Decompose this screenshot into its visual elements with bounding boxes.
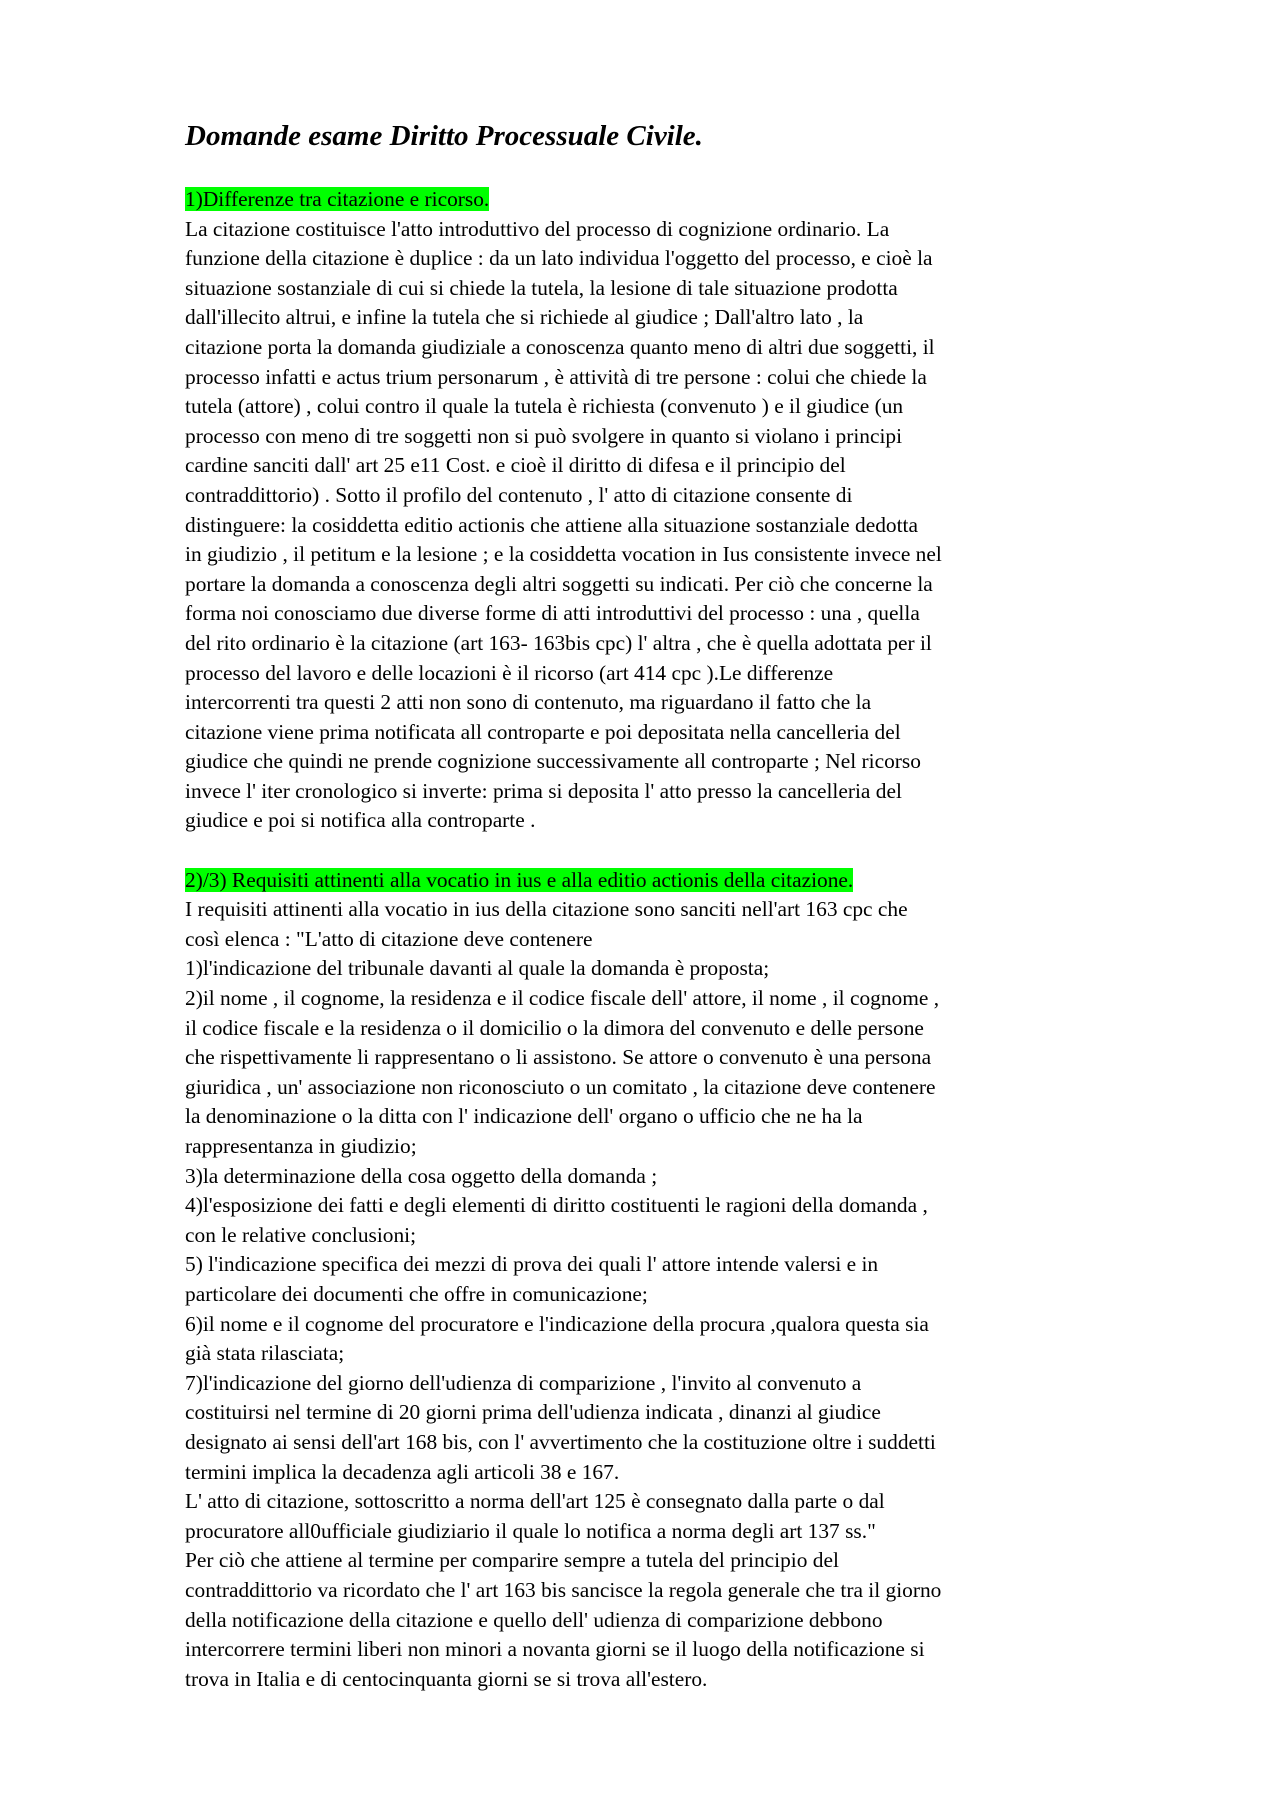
- body-line: L' atto di citazione, sottoscritto a norma dell'art 125 è consegnato dalla parte o dal: [185, 1489, 885, 1514]
- body-line: I requisiti attinenti alla vocatio in ius della citazione sono sanciti nell'art 163 cpc che: [185, 897, 908, 922]
- body-line: 3)la determinazione della cosa oggetto della domanda ;: [185, 1163, 658, 1188]
- body-line: intercorrere termini liberi non minori a novanta giorni se il luogo della notificazione si: [185, 1637, 925, 1662]
- section-2: [185, 866, 1115, 1695]
- body-line: 6)il nome e il cognome del procuratore e l'indicazione della procura ,qualora questa sia: [185, 1311, 929, 1336]
- body-line: cardine sanciti dall' art 25 e11 Cost. e cioè il diritto di difesa e il principio del: [185, 453, 846, 478]
- document-page: [185, 118, 1115, 1694]
- body-line: 2)il nome , il cognome, la residenza e il codice fiscale dell' attore, il nome , il cognome ,: [185, 986, 940, 1011]
- section-1: [185, 185, 1115, 836]
- body-line: invece l' iter cronologico si inverte: prima si deposita l' atto presso la cancelleria del: [185, 778, 902, 803]
- body-line: con le relative conclusioni;: [185, 1222, 417, 1247]
- section-1-heading: 1)Differenze tra citazione e ricorso.: [185, 187, 490, 211]
- body-line: contraddittorio va ricordato che l' art 163 bis sancisce la regola generale che tra il giorno: [185, 1577, 942, 1602]
- body-line: situazione sostanziale di cui si chiede la tutela, la lesione di tale situazione prodotta: [185, 275, 898, 300]
- document-title: Domande esame Diritto Processuale Civile.: [185, 120, 703, 152]
- body-line: termini implica la decadenza agli articoli 38 e 167.: [185, 1459, 620, 1484]
- body-line: portare la domanda a conoscenza degli altri soggetti su indicati. Per ciò che concerne la: [185, 571, 933, 596]
- body-line: dall'illecito altrui, e infine la tutela che si richiede al giudice ; Dall'altro lato , la: [185, 305, 864, 330]
- body-line: forma noi conosciamo due diverse forme di atti introduttivi del processo : una , quella: [185, 601, 920, 626]
- body-line: 7)l'indicazione del giorno dell'udienza di comparizione , l'invito al convenuto a: [185, 1370, 862, 1395]
- body-line: il codice fiscale e la residenza o il domicilio o la dimora del convenuto e delle persone: [185, 1015, 924, 1040]
- body-line: così elenca : "L'atto di citazione deve contenere: [185, 926, 593, 951]
- body-line: La citazione costituisce l'atto introduttivo del processo di cognizione ordinario. La: [185, 216, 890, 241]
- body-line: rappresentanza in giudizio;: [185, 1134, 417, 1158]
- body-line: Per ciò che attiene al termine per comparire sempre a tutela del principio del: [185, 1548, 839, 1573]
- body-line: funzione della citazione è duplice : da un lato individua l'oggetto del processo, e cioè la: [185, 246, 933, 271]
- body-line: citazione porta la domanda giudiziale a conoscenza quanto meno di altri due soggetti, il: [185, 334, 935, 359]
- body-line: già stata rilasciata;: [185, 1341, 345, 1366]
- body-line: designato ai sensi dell'art 168 bis, con l' avvertimento che la costituzione oltre i suddetti: [185, 1429, 936, 1454]
- body-line: 4)l'esposizione dei fatti e degli elementi di diritto costituenti le ragioni della domanda ,: [185, 1193, 928, 1218]
- body-line: processo infatti e actus trium personarum , è attività di tre persone : colui che chiede la: [185, 364, 927, 389]
- body-line: giudice che quindi ne prende cognizione successivamente all controparte ; Nel ricorso: [185, 749, 921, 774]
- body-line: processo del lavoro e delle locazioni è il ricorso (art 414 cpc ).Le differenze: [185, 660, 834, 685]
- section-spacer: [185, 836, 1115, 866]
- body-line: citazione viene prima notificata all controparte e poi depositata nella cancelleria del: [185, 719, 901, 744]
- body-line: giudice e poi si notifica alla controparte .: [185, 808, 536, 833]
- body-line: del rito ordinario è la citazione (art 163- 163bis cpc) l' altra , che è quella adottata per il: [185, 630, 932, 655]
- section-2-heading: 2)/3) Requisiti attinenti alla vocatio in ius e alla editio actionis della citazione.: [185, 867, 854, 892]
- body-line: procuratore all0ufficiale giudiziario il quale lo notifica a norma degli art 137 ss.": [185, 1518, 876, 1543]
- body-line: che rispettivamente li rappresentano o li assistono. Se attore o convenuto è una persona: [185, 1045, 932, 1070]
- body-line: particolare dei documenti che offre in comunicazione;: [185, 1281, 648, 1306]
- body-line: in giudizio , il petitum e la lesione ; e la cosiddetta vocation in Ius consistente invece nel: [185, 542, 942, 567]
- body-line: costituirsi nel termine di 20 giorni prima dell'udienza indicata , dinanzi al giudice: [185, 1400, 881, 1425]
- body-line: intercorrenti tra questi 2 atti non sono di contenuto, ma riguardano il fatto che la: [185, 690, 872, 715]
- body-line: distinguere: la cosiddetta editio actionis che attiene alla situazione sostanziale dedotta: [185, 512, 918, 537]
- body-line: la denominazione o la ditta con l' indicazione dell' organo o ufficio che ne ha la: [185, 1104, 863, 1129]
- body-line: trova in Italia e di centocinquanta giorni se si trova all'estero.: [185, 1666, 708, 1691]
- body-line: 5) l'indicazione specifica dei mezzi di prova dei quali l' attore intende valersi e in: [185, 1252, 879, 1277]
- body-line: giuridica , un' associazione non riconosciuto o un comitato , la citazione deve contenere: [185, 1074, 936, 1099]
- body-line: contraddittorio) . Sotto il profilo del contenuto , l' atto di citazione consente di: [185, 482, 853, 507]
- body-line: 1)l'indicazione del tribunale davanti al quale la domanda è proposta;: [185, 956, 770, 981]
- body-line: processo con meno di tre soggetti non si può svolgere in quanto si violano i principi: [185, 423, 903, 448]
- body-line: tutela (attore) , colui contro il quale la tutela è richiesta (convenuto ) e il giudice (un: [185, 394, 904, 419]
- body-line: della notificazione della citazione e quello dell' udienza di comparizione debbono: [185, 1607, 883, 1632]
